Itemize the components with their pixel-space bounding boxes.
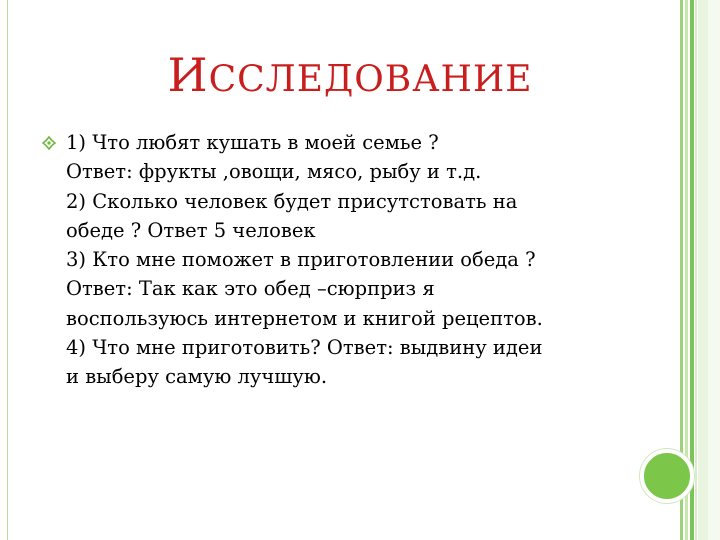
- text-line: 4) Что мне приготовить? Ответ: выдвину идеи: [66, 336, 543, 360]
- stripe: [708, 0, 720, 540]
- text-line: воспользуюсь интернетом и книгой рецептов.: [66, 306, 543, 330]
- text-line: обеде ? Ответ 5 человек: [66, 218, 316, 242]
- text-line: Ответ: Так как это обед –сюрприз я: [66, 277, 435, 301]
- slide-title: ИССЛЕДОВАНИЕ: [167, 48, 533, 102]
- decorative-green-circle: [640, 449, 694, 503]
- text-line: и выберу самую лучшую.: [66, 365, 328, 389]
- text-line: 2) Сколько человек будет присутстовать на: [66, 189, 518, 213]
- text-line: Ответ: фрукты ,овощи, мясо, рыбу и т.д.: [66, 160, 482, 184]
- text-line: 1) Что любят кушать в моей семье ?: [66, 131, 439, 154]
- ornament-bullet-icon: [42, 136, 56, 150]
- text-line: 3) Кто мне поможет в приготовлении обеда ?: [66, 248, 536, 272]
- bullet-paragraph: [66, 128, 626, 392]
